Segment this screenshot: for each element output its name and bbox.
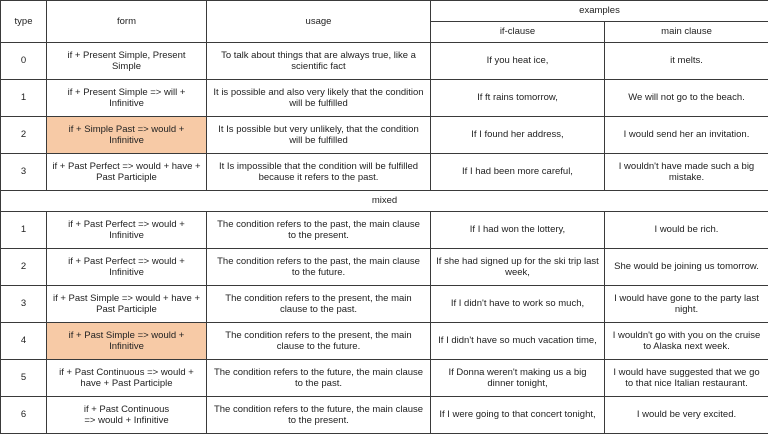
header-type: type: [1, 1, 47, 43]
row-if-clause: If I were going to that concert tonight,: [431, 397, 605, 434]
row-form-highlighted: if + Simple Past => would + Infinitive: [47, 117, 207, 154]
row-main-clause: I would be very excited.: [605, 397, 768, 434]
table-row: [1, 80, 768, 117]
mixed-section-row: [1, 191, 768, 212]
row-usage: The condition refers to the past, the main clause to the future.: [207, 249, 431, 286]
row-type: 2: [1, 249, 47, 286]
table-row: [1, 360, 768, 397]
row-type: 3: [1, 154, 47, 191]
row-form: if + Past Perfect => would + have + Past Participle: [47, 154, 207, 191]
row-usage: The condition refers to the future, the main clause to the past.: [207, 360, 431, 397]
row-main-clause: I would have suggested that we go to that nice Italian restaurant.: [605, 360, 768, 397]
row-form: if + Present Simple => will + Infinitive: [47, 80, 207, 117]
row-if-clause: If Donna weren't making us a big dinner tonight,: [431, 360, 605, 397]
table-row: [1, 212, 768, 249]
row-usage: The condition refers to the present, the main clause to the past.: [207, 286, 431, 323]
row-type: 0: [1, 43, 47, 80]
row-main-clause: I would be rich.: [605, 212, 768, 249]
table-row: [1, 286, 768, 323]
row-usage: It is possible and also very likely that the condition will be fulfilled: [207, 80, 431, 117]
row-form: if + Present Simple, Present Simple: [47, 43, 207, 80]
row-type: 5: [1, 360, 47, 397]
row-form: if + Past Perfect => would + Infinitive: [47, 249, 207, 286]
row-form-highlighted: if + Past Simple => would + Infinitive: [47, 323, 207, 360]
row-usage: The condition refers to the past, the main clause to the present.: [207, 212, 431, 249]
row-main-clause: I would have gone to the party last night.: [605, 286, 768, 323]
row-type: 1: [1, 80, 47, 117]
table-row: [1, 117, 768, 154]
table-row: [1, 43, 768, 80]
row-form-line1: if + Past Continuous: [52, 404, 201, 415]
row-usage: The condition refers to the present, the main clause to the future.: [207, 323, 431, 360]
row-usage: It Is possible but very unlikely, that the condition will be fulfilled: [207, 117, 431, 154]
row-if-clause: If I found her address,: [431, 117, 605, 154]
header-form: form: [47, 1, 207, 43]
row-form: if + Past Continuous => would + have + Past Participle: [47, 360, 207, 397]
header-if-clause: if-clause: [431, 22, 605, 43]
row-if-clause: If you heat ice,: [431, 43, 605, 80]
header-row: [1, 1, 768, 22]
row-type: 6: [1, 397, 47, 434]
row-if-clause: If I had been more careful,: [431, 154, 605, 191]
row-main-clause: I wouldn't have made such a big mistake.: [605, 154, 768, 191]
row-if-clause: If she had signed up for the ski trip last week,: [431, 249, 605, 286]
row-type: 1: [1, 212, 47, 249]
mixed-label: mixed: [1, 191, 768, 212]
row-usage: It Is impossible that the condition will be fulfilled because it refers to the past.: [207, 154, 431, 191]
row-main-clause: We will not go to the beach.: [605, 80, 768, 117]
row-usage: The condition refers to the future, the main clause to the present.: [207, 397, 431, 434]
table-row: [1, 397, 768, 434]
row-type: 4: [1, 323, 47, 360]
row-main-clause: I would send her an invitation.: [605, 117, 768, 154]
row-type: 2: [1, 117, 47, 154]
header-usage: usage: [207, 1, 431, 43]
row-type: 3: [1, 286, 47, 323]
row-main-clause: I wouldn't go with you on the cruise to Alaska next week.: [605, 323, 768, 360]
row-form-line2: => would + Infinitive: [52, 415, 201, 426]
row-main-clause: it melts.: [605, 43, 768, 80]
row-if-clause: If I had won the lottery,: [431, 212, 605, 249]
table-row: [1, 323, 768, 360]
header-main-clause: main clause: [605, 22, 768, 43]
row-form: if + Past Perfect => would + Infinitive: [47, 212, 207, 249]
row-form: if + Past Simple => would + have + Past Participle: [47, 286, 207, 323]
row-if-clause: If I didn't have to work so much,: [431, 286, 605, 323]
row-if-clause: If I didn't have so much vacation time,: [431, 323, 605, 360]
table-row: [1, 154, 768, 191]
row-main-clause: She would be joining us tomorrow.: [605, 249, 768, 286]
table-row: [1, 249, 768, 286]
row-usage: To talk about things that are always true, like a scientific fact: [207, 43, 431, 80]
row-if-clause: If ft rains tomorrow,: [431, 80, 605, 117]
header-examples: examples: [431, 1, 768, 22]
row-form: [47, 397, 207, 434]
